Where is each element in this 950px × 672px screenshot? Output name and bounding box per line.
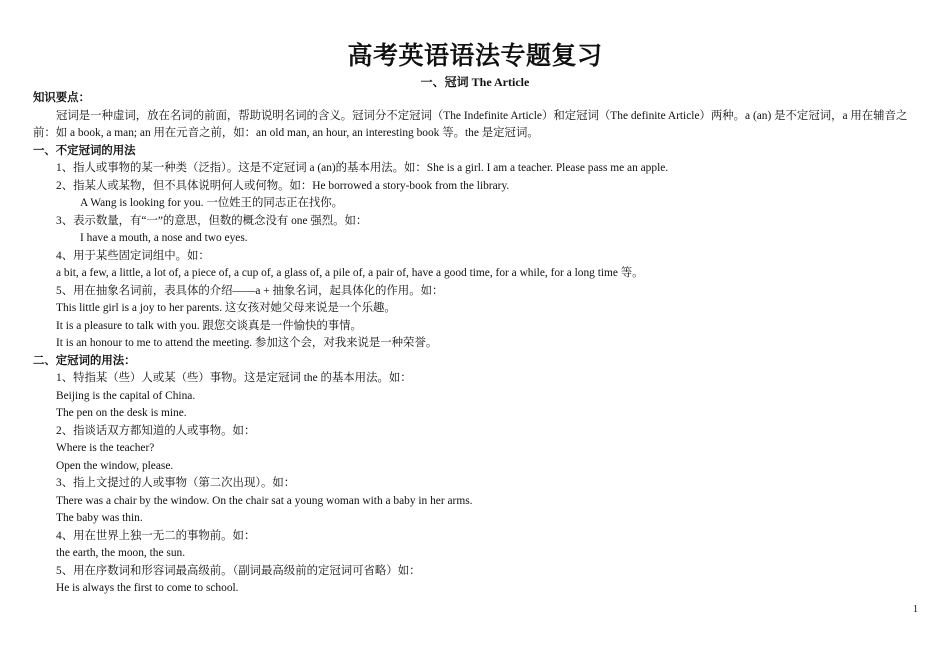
example-sentence: It is a pleasure to talk with you. 跟您交谈真是一件愉快的事情。	[56, 319, 362, 332]
example-sentence: Where is the teacher?	[56, 442, 155, 454]
example-sentence: the earth, the moon, the sun.	[56, 547, 186, 559]
list-item: 5、用在序数词和形容词最高级前。（副词最高级前的定冠词可省略）如：	[56, 564, 421, 577]
list-item: 1、指人或事物的某一种类（泛指）。这是不定冠词 a (an)的基本用法。如：She is a girl. I am a teacher. Please pass me an apple.	[56, 162, 669, 174]
example-sentence: This little girl is a joy to her parents. 这女孩对她父母来说是一个乐趣。	[56, 302, 396, 314]
example-sentence: There was a chair by the window. On the chair sat a young woman with a baby in her arms.	[56, 494, 473, 507]
example-sentence: I have a mouth, a nose and two eyes.	[80, 232, 248, 244]
document-body	[33, 90, 921, 598]
list-item: 4、用在世界上独一无二的事物前。如：	[56, 529, 256, 542]
example-sentence: He is always the first to come to school.	[56, 582, 239, 594]
example-sentence: A Wang is looking for you. 一位姓王的同志正在找你。	[80, 197, 344, 209]
example-sentence: The baby was thin.	[56, 512, 143, 524]
list-item: 4、用于某些固定词组中。如：	[56, 249, 210, 262]
list-item: 2、指谈话双方都知道的人或事物。如：	[56, 424, 256, 437]
list-item: 5、用在抽象名词前，表具体的介绍——a + 抽象名词，起具体化的作用。如：	[56, 284, 444, 297]
document-subtitle: 一、冠词 The Article	[420, 75, 530, 89]
example-sentence: Beijing is the capital of China.	[56, 389, 196, 402]
intro-paragraph: 冠词是一种虚词，放在名词的前面，帮助说明名词的含义。冠词分不定冠词（The Indefinite Article）和定冠词（The definite Article）两种。a (an) 是不定冠词，a 用在辅音之前：如 a book, a man; an 用在元音之前，如：an old man, an hour, an interesting book 等。the 是定冠词。	[33, 109, 908, 139]
list-item: 2、指某人或某物，但不具体说明何人或何物。如：He borrowed a story-book from the library.	[56, 179, 510, 192]
document-title: 高考英语语法专题复习	[347, 41, 603, 70]
example-sentence: a bit, a few, a little, a lot of, a piece of, a cup of, a glass of, a pile of, a pair of, have a good time, for a while, for a long time 等。	[56, 267, 644, 279]
example-sentence: Open the window, please.	[56, 459, 174, 472]
list-item: 1、特指某（些）人或某（些）事物。这是定冠词 the 的基本用法。如：	[56, 372, 412, 384]
knowledge-heading: 知识要点：	[33, 92, 90, 104]
section-heading-indefinite-article: 一、不定冠词的用法	[33, 144, 136, 157]
section-heading-definite-article: 二、定冠词的用法：	[33, 354, 136, 367]
example-sentence: It is an honour to me to attend the meeting. 参加这个会，对我来说是一种荣誉。	[56, 337, 438, 349]
list-item: 3、表示数量，有“一”的意思，但数的概念没有 one 强烈。如：	[56, 214, 368, 227]
example-sentence: The pen on the desk is mine.	[56, 407, 187, 419]
list-item: 3、指上文提过的人或事物（第二次出现）。如：	[56, 477, 296, 489]
page-number: 1	[913, 604, 918, 615]
